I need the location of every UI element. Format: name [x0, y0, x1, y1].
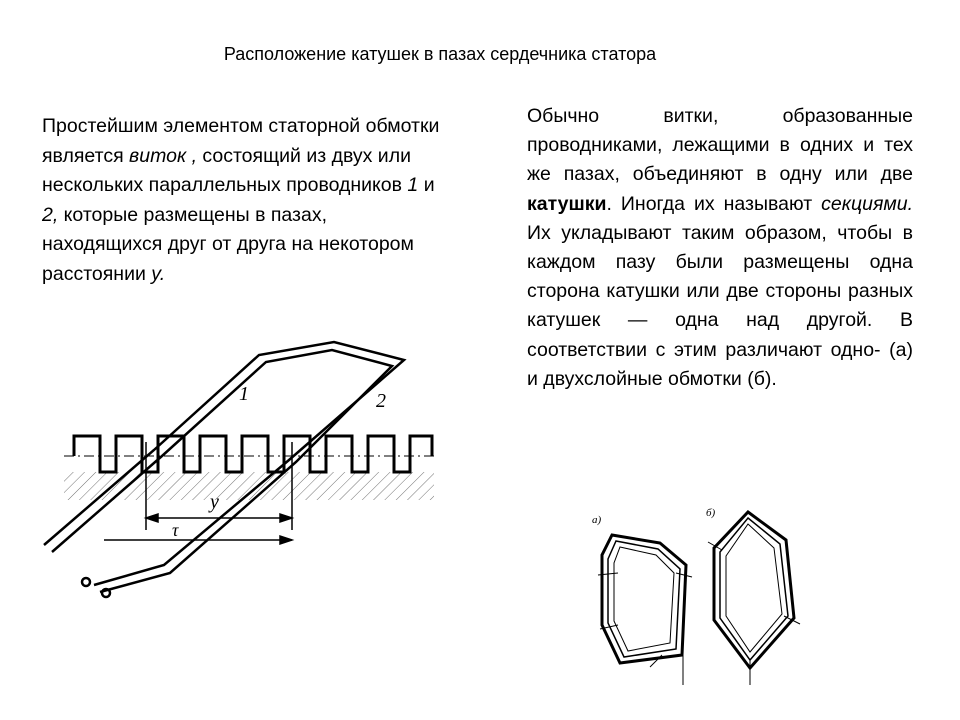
term-sektsii: секциями.	[821, 192, 913, 215]
left-text-1: Простейшим элементом статорной обмотки является	[42, 115, 440, 167]
label-a: а)	[592, 514, 602, 526]
term-katushki: катушки	[527, 192, 607, 215]
label-conductor-2: 2	[376, 390, 386, 412]
winding-turn-diagram	[34, 330, 444, 610]
left-text-3: которые размещены в пазах, находящихся друг от друга на некотором расстоянии	[42, 203, 414, 285]
label-tau: τ	[172, 520, 179, 540]
right-paragraph	[527, 102, 913, 394]
right-text-1: Обычно витки, образованные проводниками, лежащими в одних и тех же пазах, объединяют в одну или две	[527, 105, 913, 186]
winding-turn	[44, 342, 404, 597]
right-text-3: Их укладывают таким образом, чтобы в каждом пазу были размещены одна сторона катушки или две стороны разных катушек — одна над другой. В соответствии с этим различают одно- (а) и двухслойные обмотки (б).	[527, 221, 913, 390]
conductor-1-ref: 1	[407, 174, 419, 196]
right-text-2: . Иногда их называют	[606, 192, 822, 215]
coil-single-layer-figure	[590, 505, 700, 685]
label-b: б)	[706, 507, 716, 519]
label-y: y	[210, 491, 219, 513]
left-paragraph	[42, 112, 442, 289]
coil-a-drawing	[598, 535, 692, 667]
stator-core	[64, 436, 434, 500]
left-text-2: состоящий из двух или нескольких параллельных проводников	[42, 144, 411, 196]
slide-title	[0, 44, 960, 65]
conductor-2-ref: 2,	[42, 203, 59, 226]
slide-title-text: Расположение катушек в пазах сердечника статора	[223, 44, 657, 64]
term-vitok: виток ,	[129, 144, 197, 167]
coil-double-layer-figure	[700, 500, 810, 685]
coil-b-drawing	[708, 512, 800, 668]
left-text-and: и	[418, 174, 435, 196]
label-conductor-1: 1	[239, 383, 249, 405]
distance-y-ref: у.	[151, 262, 166, 285]
